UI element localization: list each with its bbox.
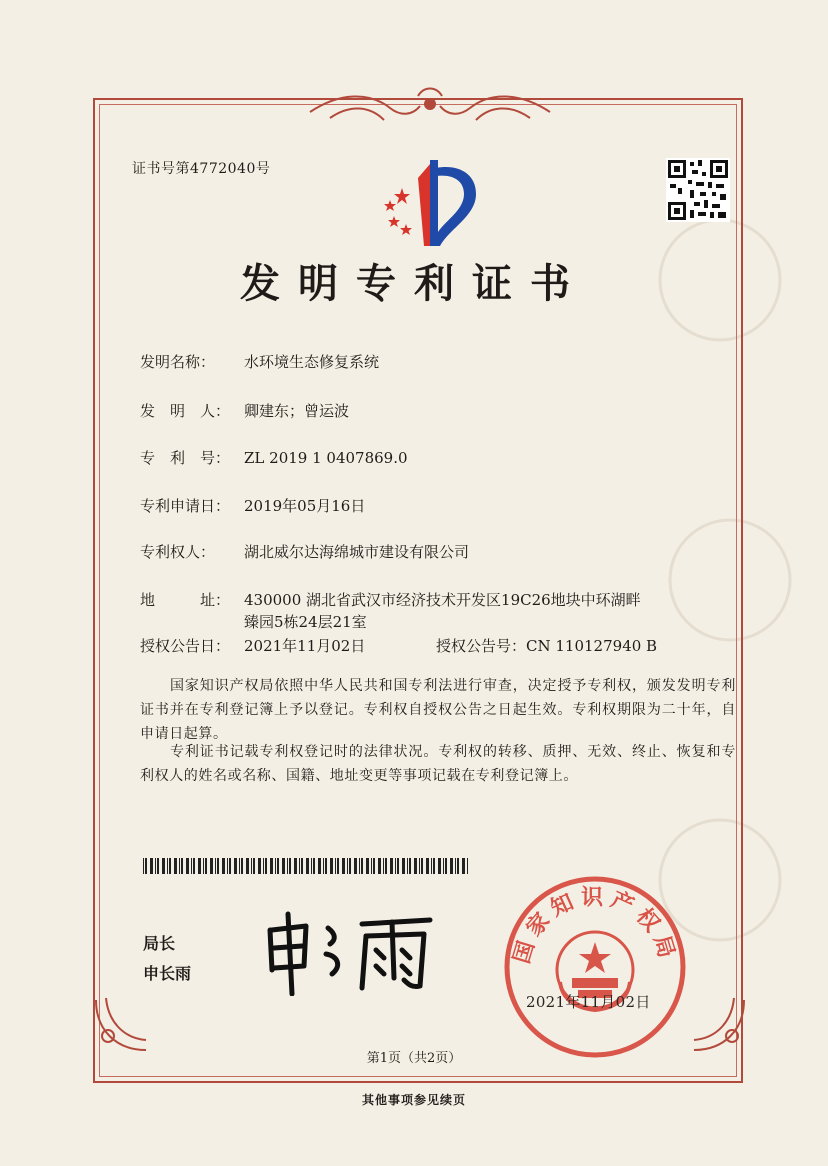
barcode-bar [217,858,219,874]
director-title: 局长 [143,934,176,953]
barcode-bar [179,858,180,874]
grant-date-value: 2021年11月02日 [244,637,366,655]
barcode-bar [203,858,204,874]
barcode-bar [378,858,381,874]
barcode-bar [349,858,351,874]
patentee-row [140,541,469,563]
patent-number-row [140,447,408,469]
barcode-bar [347,858,348,874]
address-row [140,589,641,611]
barcode-bar [342,858,345,874]
director-signature [262,908,442,996]
barcode-bar [205,858,207,874]
seal-text: 国家知识产权局 [508,884,682,967]
address-line1: 430000 湖北省武汉市经济技术开发区19C26地块中环湖畔 [244,591,641,609]
barcode-bar [359,858,360,874]
barcode-bar [330,858,333,874]
page-number: 第1页（共2页） [366,1051,462,1066]
barcode-bar [402,858,405,874]
barcode-bar [354,858,357,874]
continuation-note: 其他事项参见续页 [361,1093,466,1107]
certificate-statement-paragraph: 国家知识产权局依照中华人民共和国专利法进行审查，决定授予专利权，颁发发明专利证书并在专利登记簿上予以登记。专利权自授权公告之日起生效。专利权期限为二十年，自申请日起算。 [140,678,736,742]
barcode-bar [289,858,291,874]
barcode-bar [443,858,444,874]
barcode-bar [299,858,300,874]
barcode-bar [215,858,216,874]
barcode-bar [409,858,411,874]
barcode-bar [407,858,408,874]
barcode-bar [253,858,255,874]
barcode-bar [258,858,261,874]
director-name: 申长雨 [143,964,192,983]
barcode-bar [241,858,243,874]
barcode-bar [157,858,159,874]
barcode-bar [467,858,468,874]
qr-code [666,158,730,222]
barcode-bar [397,858,399,874]
barcode-bar [457,858,459,874]
barcode-bar [145,858,147,874]
official-seal [500,872,690,1062]
barcode-bar [229,858,231,874]
barcode-bar [155,858,156,874]
grant-number-label: 授权公告号： [436,637,527,655]
barcode-bar [371,858,372,874]
inventor-row [140,400,349,422]
barcode-bar [198,858,201,874]
barcode-bar [431,858,432,874]
barcode-bar [313,858,315,874]
certificate-number: 证书号第4772040号 [132,161,271,177]
barcode-bar [323,858,324,874]
barcode-bar [263,858,264,874]
barcode-bar [251,858,252,874]
barcode-bar [301,858,303,874]
legal-status-paragraph: 专利证书记载专利权登记时的法律状况。专利权的转移、质押、无效、终止、恢复和专利权人的姓名或名称、国籍、地址变更等事项记载在专利登记簿上。 [140,744,736,784]
barcode-bar [438,858,441,874]
barcode-bar [181,858,183,874]
filing-date-label: 专利申请日： [140,497,231,515]
barcode-bar [143,858,144,874]
barcode-bar [227,858,228,874]
invention-name-value: 水环境生态修复系统 [244,353,380,371]
invention-name-row [140,351,379,373]
barcode-bar [455,858,456,874]
barcode-bar [426,858,429,874]
inventor-label: 发 明 人： [140,402,231,420]
barcode-bar [419,858,420,874]
barcode-bar [373,858,375,874]
barcode-bar [191,858,192,874]
barcode-bar [265,858,267,874]
patent-number-value: ZL 2019 1 0407869.0 [244,449,408,467]
address-label: 地 址： [140,591,231,609]
address-line2: 臻园5栋24层21室 [244,613,367,631]
grant-number-row [436,635,657,657]
barcode-bar [390,858,393,874]
barcode-bar [311,858,312,874]
top-ornament [300,82,560,128]
barcode-bar [395,858,396,874]
barcode-bar [174,858,177,874]
barcode-bar [294,858,297,874]
barcode-bar [421,858,423,874]
barcode-bar [361,858,363,874]
barcode-bar [210,858,213,874]
barcode-bar [234,858,237,874]
barcode-bar [167,858,168,874]
invention-name-label: 发明名称： [140,353,216,371]
barcode-bar [450,858,453,874]
barcode-bar [433,858,435,874]
barcode-bar [337,858,339,874]
barcode-bar [239,858,240,874]
grant-date-row [140,635,365,657]
barcode-bar [385,858,387,874]
patentee-label: 专利权人： [140,543,216,561]
barcode-bar [186,858,189,874]
barcode-bar [222,858,225,874]
seal-date: 2021年11月02日 [526,993,651,1011]
barcode-bar [445,858,447,874]
barcode-bar [282,858,285,874]
barcode [143,858,471,874]
grant-number-value: CN 110127940 B [526,637,658,655]
cnipa-logo [372,158,482,248]
barcode-bar [287,858,288,874]
barcode-bar [169,858,171,874]
barcode-bar [277,858,279,874]
patent-number-label: 专 利 号： [140,449,231,467]
barcode-bar [150,858,153,874]
barcode-bar [325,858,327,874]
barcode-bar [162,858,165,874]
barcode-bar [366,858,369,874]
barcode-bar [193,858,195,874]
inventor-value: 卿建东；曾运波 [244,402,350,420]
barcode-bar [414,858,417,874]
barcode-bar [275,858,276,874]
barcode-bar [318,858,321,874]
filing-date-value: 2019年05月16日 [244,497,366,515]
barcode-bar [270,858,273,874]
barcode-bar [246,858,249,874]
filing-date-row [140,495,365,517]
barcode-bar [462,858,465,874]
grant-date-label: 授权公告日： [140,637,231,655]
barcode-bar [306,858,309,874]
patentee-value: 湖北威尔达海绵城市建设有限公司 [244,543,470,561]
barcode-bar [335,858,336,874]
barcode-bar [383,858,384,874]
certificate-title: 发明专利证书 [240,261,588,307]
